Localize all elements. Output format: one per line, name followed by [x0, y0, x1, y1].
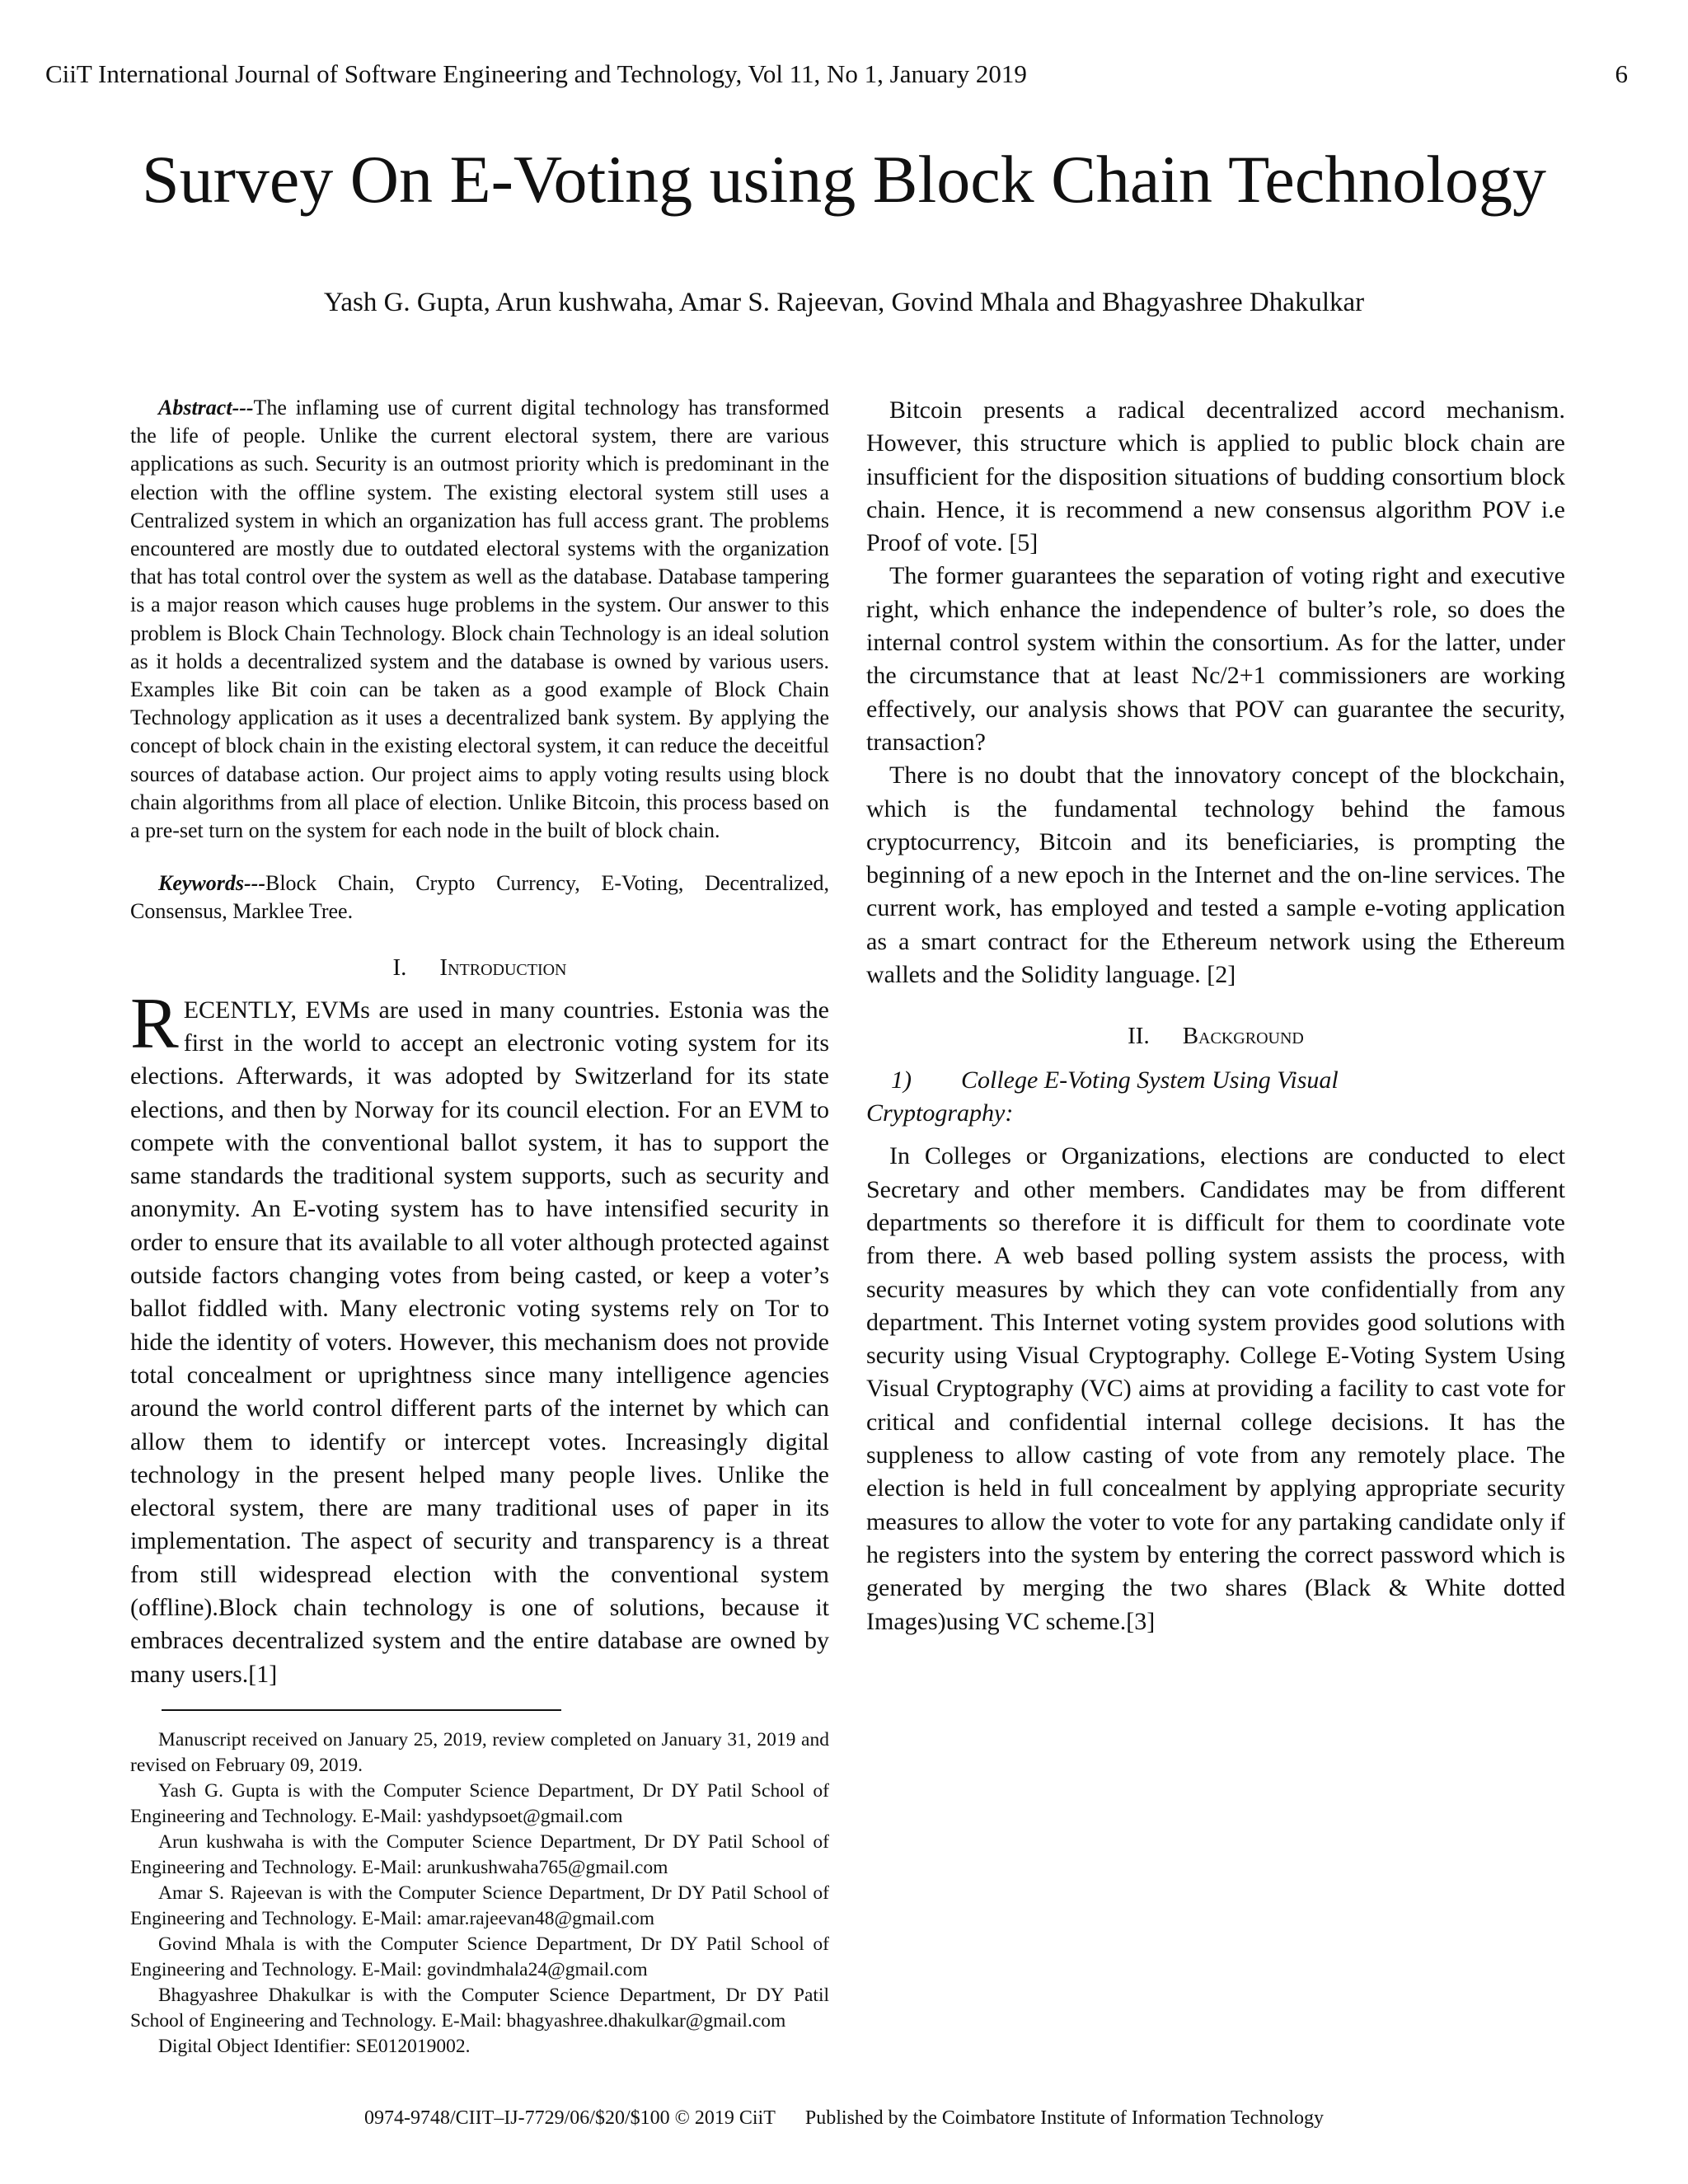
author-list: Yash G. Gupta, Arun kushwaha, Amar S. Rajeevan, Govind Mhala and Bhagyashree Dhakulkar: [323, 288, 1365, 317]
footnote: Yash G. Gupta is with the Computer Science Department, Dr DY Patil School of Engineering and Technology. E-Mail: yashdypsoet@gmail.com: [130, 1779, 829, 1827]
drop-cap: R: [130, 983, 179, 1064]
footnote: Govind Mhala is with the Computer Science Department, Dr DY Patil School of Engineering and Technology. E-Mail: govindmhala24@gmail.com: [130, 1933, 829, 1980]
section-title: Background: [1182, 1023, 1304, 1050]
page-footer: [0, 2105, 1688, 2131]
keywords-text: Block Chain, Crypto Currency, E-Voting, Decentralized, Consensus, Marklee Tree.: [130, 871, 829, 924]
footer-publisher: Published by the Coimbatore Institute of Information Technology: [804, 2107, 1324, 2129]
intro-paragraph-4: There is no doubt that the innovatory concept of the blockchain, which is the fundamental technology behind the famous cryptocurrency, Bitcoin and its beneficiaries, is prompting the beginning of a new epoch in the Internet and the on-line services. The current work, has employed and tested a sample e-voting application as a smart contract for the Ethereum network using the Ethereum wallets and the Solidity language. [2]: [866, 762, 1565, 989]
keywords: [130, 869, 829, 926]
right-column: [866, 394, 1565, 1638]
subsection-heading: [866, 1064, 1565, 1130]
intro-paragraph-3: The former guarantees the separation of voting right and executive right, which enhance the independence of bulter’s role, so does the internal control system within the consortium. As for the latter, under the circumstance that at least Nc/2+1 commissioners are working effectively, our analysis shows that POV can guarantee the security, transaction?: [866, 562, 1565, 756]
footnotes: [130, 1727, 829, 2060]
keywords-label: Keywords---: [158, 871, 265, 896]
paper-title: Survey On E-Voting using Block Chain Technology: [141, 142, 1547, 217]
subsection-title-line2: Cryptography:: [866, 1099, 1014, 1127]
intro-paragraph-1: [130, 983, 829, 1691]
footnote-divider: [162, 1709, 561, 1711]
footnote: Bhagyashree Dhakulkar is with the Computer Science Department, Dr DY Patil School of Engineering and Technology. E-Mail: bhagyashree.dhakulkar@gmail.com: [130, 1984, 829, 2032]
journal-name: CiiT International Journal of Software Engineering and Technology, Vol 11, No 1, January 2019: [45, 59, 1027, 88]
section-heading-background: [866, 1019, 1565, 1052]
subsection-title-line1: College E-Voting System Using Visual: [961, 1066, 1339, 1094]
footnote: Amar S. Rajeevan is with the Computer Science Department, Dr DY Patil School of Engineering and Technology. E-Mail: amar.rajeevan48@gmail.com: [130, 1882, 829, 1929]
footer-copyright: 0974-9748/CIIT–IJ-7729/06/$20/$100 © 2019 CiiT: [364, 2107, 776, 2129]
intro-paragraph-1-text: ECENTLY, EVMs are used in many countries. Estonia was the first in the world to accept an electronic voting system for its elections. Afterwards, it was adopted by Switzerland for its state elections, and then by Norway for its council election. For an EVM to compete with the conventional ballot system, it has to support the same standards the traditional system supports, such as security and anonymity. An E-voting system has to have intensified security in order to ensure that its available to all voter although protected against outside factors changing votes from being casted, or keep a voter’s ballot fiddled with. Many electronic voting systems rely on Tor to hide the identity of voters. However, this mechanism does not provide total concealment or uprightness since many intelligence agencies around the world control different parts of the internet by which can allow them to identify or intercept votes. Increasingly digital technology in the present helped many people lives. Unlike the electoral system, there are many traditional uses of paper in its implementation. The aspect of security and transparency is a threat from still widespread election with the conventional system (offline).Block chain technology is one of solutions, because it embraces decentralized system and the entire database are owned by many users.[1]: [130, 996, 829, 1688]
intro-paragraph-2: Bitcoin presents a radical decentralized accord mechanism. However, this structure which is applied to public block chain are insufficient for the disposition situations of budding consortium block chain. Hence, it is recommend a new consensus algorithm POV i.e Proof of vote. [5]: [866, 396, 1565, 557]
section-number: I.: [392, 954, 407, 981]
section-title: Introduction: [439, 954, 567, 981]
background-paragraph: In Colleges or Organizations, elections are conducted to elect Secretary and other members. Candidates may be from different departments so therefore it is difficult for them to coordinate vote from there. A web based polling system assists the process, with security measures by which they can vote confidentially from any department. This Internet voting system provides good solutions with security using Visual Cryptography. College E-Voting System Using Visual Cryptography (VC) aims at providing a facility to cast vote for critical and confidential internal college decisions. It has the suppleness to allow casting of vote from any remotely place. The election is held in full concealment by applying appropriate security measures to allow the voter to vote for any partaking candidate only if he registers into the system by entering the correct password which is generated by merging the two shares (Black & White dotted Images)using VC scheme.[3]: [866, 1142, 1565, 1635]
section-heading-introduction: [130, 951, 829, 984]
subsection-number: 1): [891, 1066, 912, 1094]
section-number: II.: [1128, 1023, 1150, 1050]
page-number: 6: [1615, 59, 1628, 88]
running-head: [45, 58, 1628, 91]
abstract: [130, 394, 829, 845]
left-column: [130, 394, 829, 2060]
footnote: Manuscript received on January 25, 2019, review completed on January 31, 2019 and revised on February 09, 2019.: [130, 1728, 829, 1776]
footnote: Arun kushwaha is with the Computer Science Department, Dr DY Patil School of Engineering and Technology. E-Mail: arunkushwaha765@gmail.com: [130, 1830, 829, 1878]
abstract-text: The inflaming use of current digital technology has transformed the life of people. Unlike the current electoral system, there are various applications as such. Security is an outmost priority which is predominant in the election with the offline system. The existing electoral system still uses a Centralized system in which an organization has full access grant. The problems encountered are mostly due to outdated electoral systems with the organization that has total control over the system as well as the database. Database tampering is a major reason which causes huge problems in the system. Our answer to this problem is Block Chain Technology. Block chain Technology is an ideal solution as it holds a decentralized system and the database is owned by various users. Examples like Bit coin can be taken as a good example of Block Chain Technology application as it uses a decentralized bank system. By applying the concept of block chain in the existing electoral system, it can reduce the deceitful sources of database action. Our project aims to apply voting results using block chain algorithms from all place of election. Unlike Bitcoin, this process based on a pre-set turn on the system for each node in the built of block chain.: [130, 396, 829, 843]
abstract-label: Abstract---: [158, 396, 254, 419]
footnote: Digital Object Identifier: SE012019002.: [158, 2035, 471, 2057]
